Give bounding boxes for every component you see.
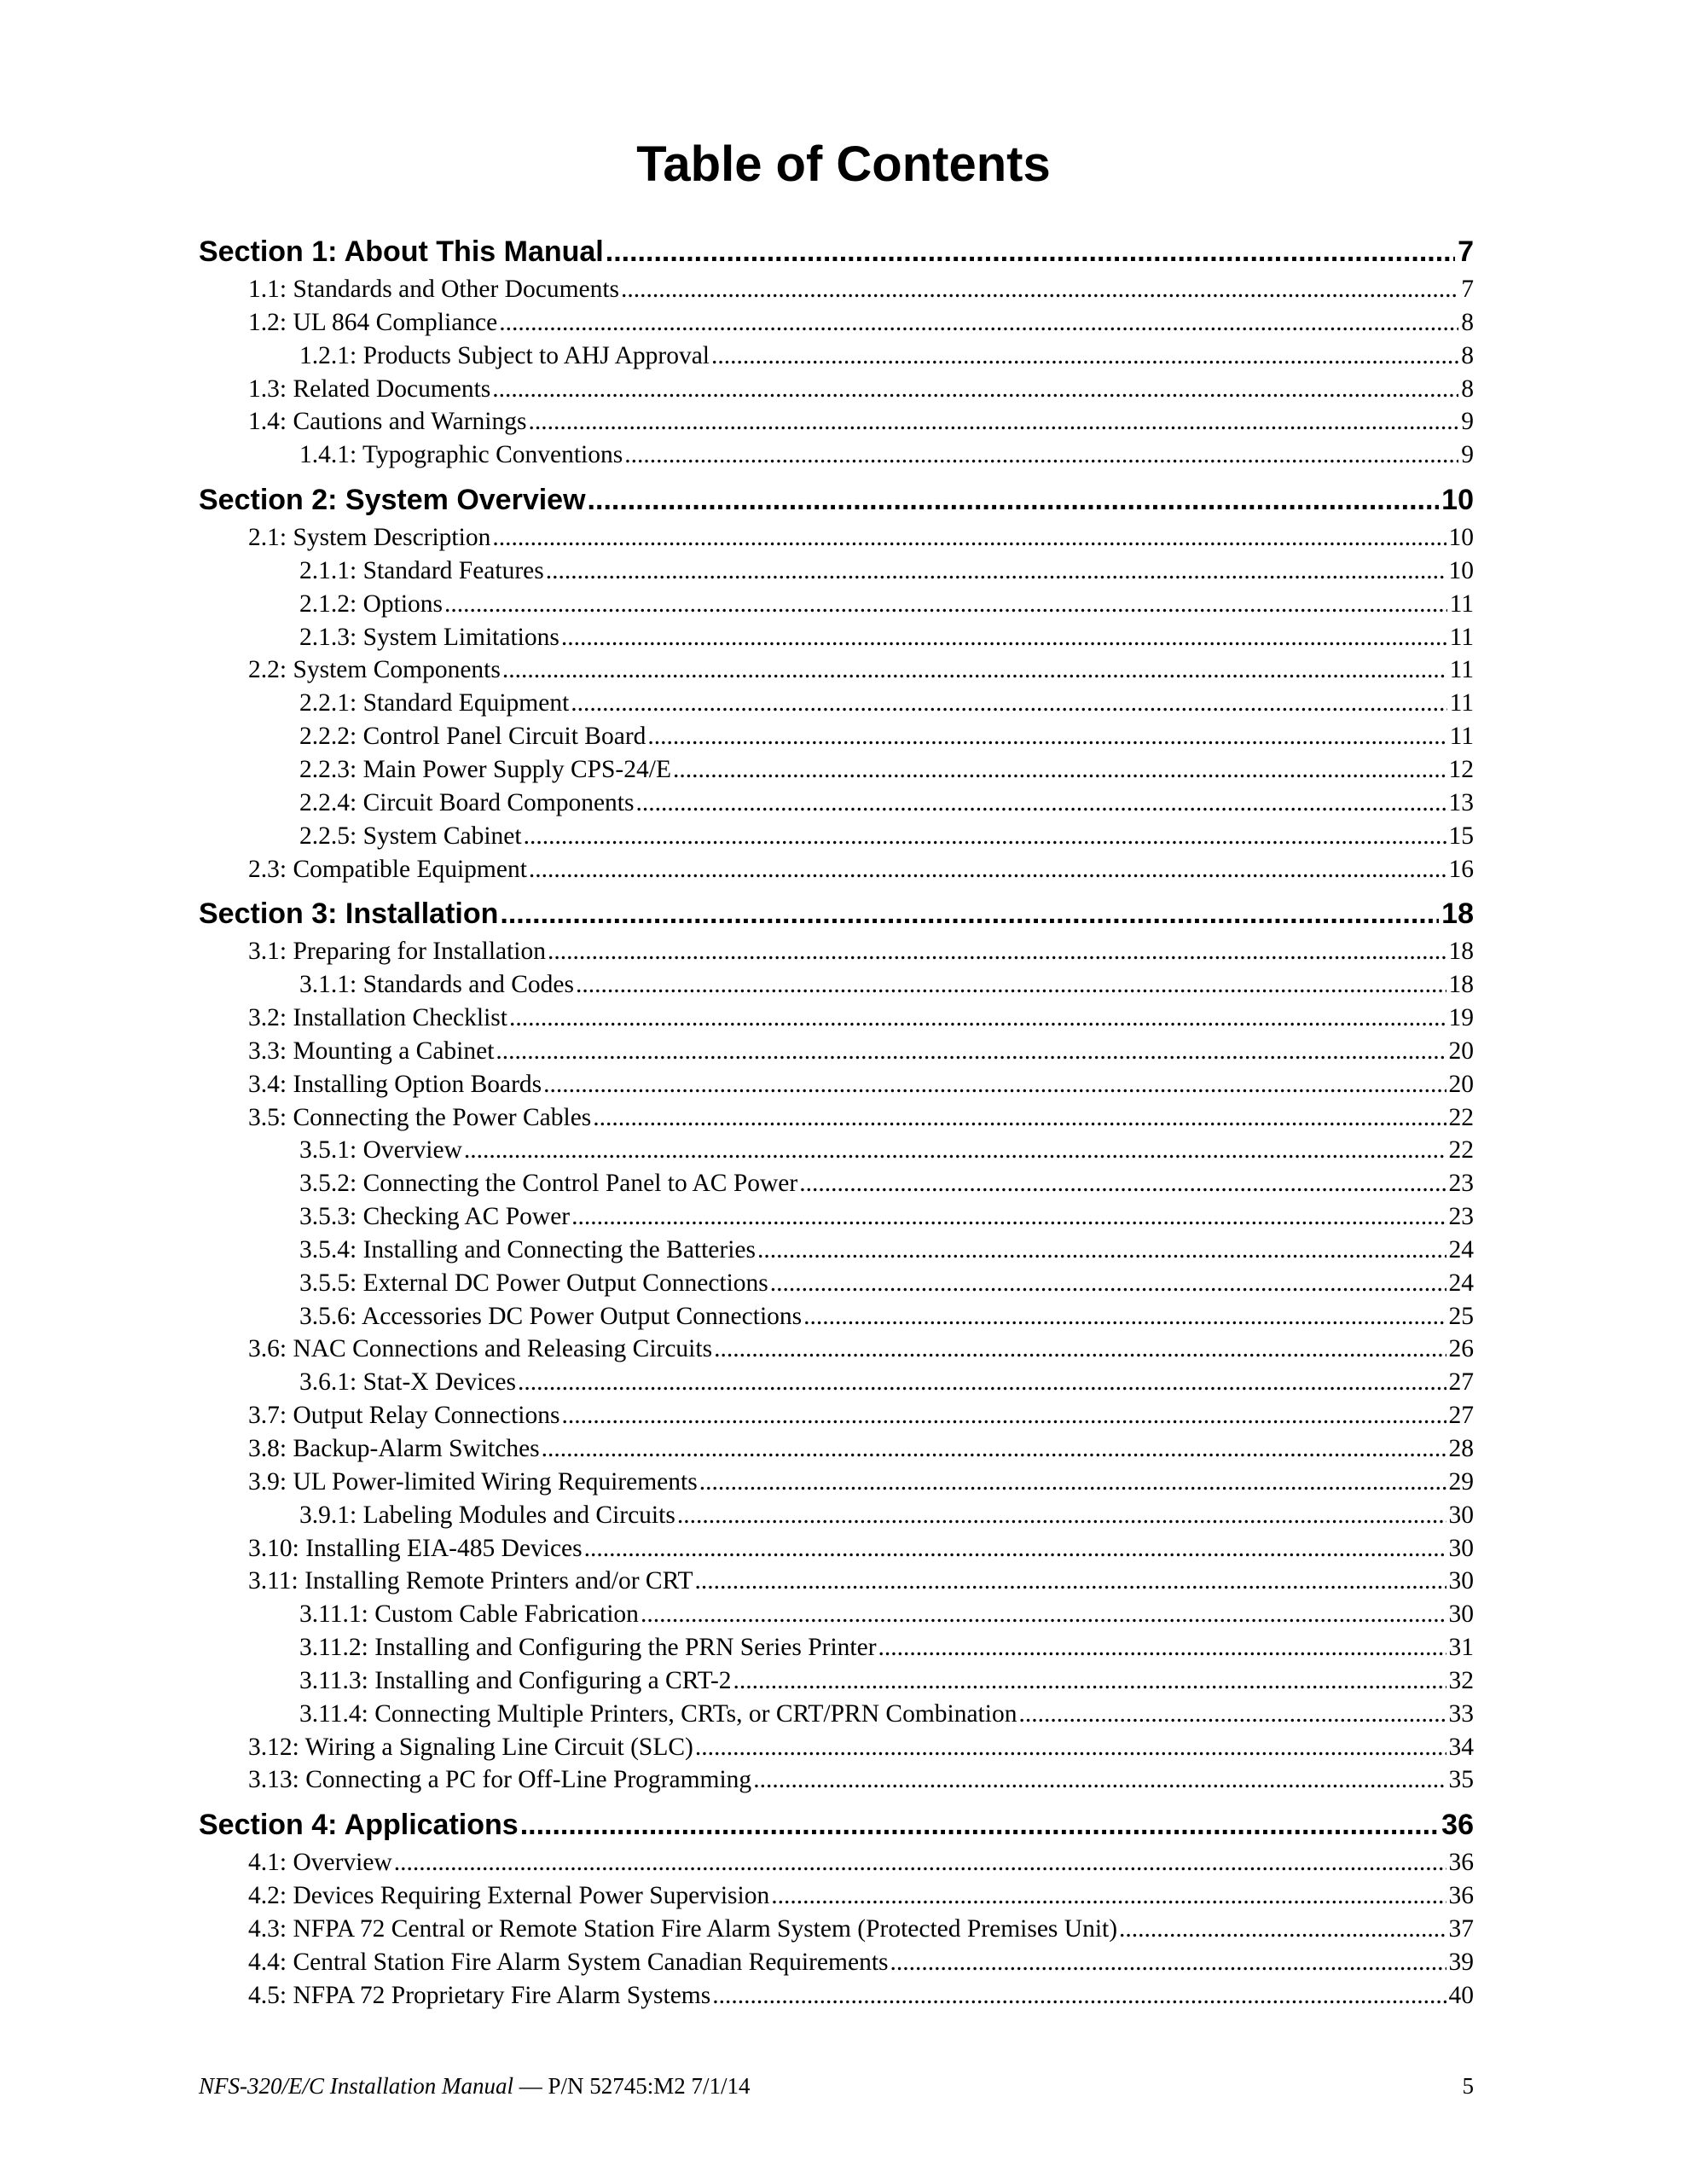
dot-leader xyxy=(1018,1698,1446,1725)
toc-entry-label: 3.7: Output Relay Connections xyxy=(248,1402,560,1430)
toc-subsubsection-entry[interactable] xyxy=(199,1300,1474,1333)
toc-subsection-entry[interactable] xyxy=(199,1763,1474,1797)
toc-entry-label: 3.1.1: Standards and Codes xyxy=(299,971,575,999)
toc-entry-page: 16 xyxy=(1448,855,1474,883)
toc-entry-page: 8 xyxy=(1461,308,1474,336)
toc-entry-page: 37 xyxy=(1448,1914,1474,1943)
toc-entry-page: 22 xyxy=(1448,1136,1474,1165)
toc-entry-label: 2.2.2: Control Panel Circuit Board xyxy=(299,723,646,751)
toc-subsection-entry[interactable] xyxy=(199,935,1474,968)
toc-entry-page: 32 xyxy=(1448,1666,1474,1694)
dot-leader xyxy=(878,1631,1446,1658)
toc-entry-page: 10 xyxy=(1448,524,1474,552)
toc-subsection-entry[interactable] xyxy=(199,1846,1474,1879)
dot-leader xyxy=(518,1366,1446,1393)
dot-leader xyxy=(529,853,1446,880)
toc-section-label: Section 4: Applications xyxy=(199,1809,519,1842)
toc-subsubsection-entry[interactable] xyxy=(199,1200,1474,1234)
toc-entry-page: 35 xyxy=(1448,1766,1474,1794)
toc-entry-label: 3.13: Connecting a PC for Off-Line Programming xyxy=(248,1766,752,1794)
toc-entry-label: 4.5: NFPA 72 Proprietary Fire Alarm Systems xyxy=(248,1981,711,2009)
dot-leader xyxy=(695,1565,1446,1592)
dot-leader xyxy=(890,1946,1446,1973)
toc-subsubsection-entry[interactable] xyxy=(199,753,1474,787)
toc-entry-label: 3.5.5: External DC Power Output Connections xyxy=(299,1269,768,1297)
toc-entry-label: 1.3: Related Documents xyxy=(248,375,491,403)
dot-leader xyxy=(624,439,1458,466)
toc-subsection-entry[interactable] xyxy=(199,405,1474,439)
toc-section-page: 10 xyxy=(1441,484,1474,517)
toc-entry-page: 36 xyxy=(1448,1882,1474,1910)
toc-subsection-entry[interactable] xyxy=(199,1333,1474,1366)
toc-section-heading[interactable] xyxy=(199,892,1474,935)
toc-entry-page: 11 xyxy=(1449,590,1474,618)
toc-entry-page: 28 xyxy=(1448,1435,1474,1462)
dot-leader xyxy=(593,1101,1446,1129)
toc-section-label: Section 1: About This Manual xyxy=(199,235,604,268)
toc-entry-page: 30 xyxy=(1448,1534,1474,1562)
footer-manual-title: NFS-320/E/C Installation Manual xyxy=(199,2073,513,2099)
toc-entry-page: 33 xyxy=(1448,1699,1474,1728)
toc-subsubsection-entry[interactable] xyxy=(199,1366,1474,1399)
page-footer xyxy=(199,2073,1474,2107)
toc-entry-label: 3.10: Installing EIA-485 Devices xyxy=(248,1534,583,1562)
toc-subsubsection-entry[interactable] xyxy=(199,720,1474,753)
toc-entry-label: 3.9.1: Labeling Modules and Circuits xyxy=(299,1501,675,1529)
toc-subsubsection-entry[interactable] xyxy=(199,340,1474,373)
toc-entry-page: 23 xyxy=(1448,1203,1474,1231)
dot-leader xyxy=(542,1432,1446,1460)
toc-subsection-entry[interactable] xyxy=(199,1731,1474,1764)
toc-entry-label: 3.5.2: Connecting the Control Panel to AC Power xyxy=(299,1170,798,1198)
toc-section-page: 7 xyxy=(1458,235,1474,268)
dot-leader xyxy=(803,1300,1446,1327)
toc-entry-page: 11 xyxy=(1449,723,1474,751)
dot-leader xyxy=(1119,1913,1446,1940)
dot-leader xyxy=(492,373,1458,400)
dot-leader xyxy=(500,892,1439,924)
toc-subsubsection-entry[interactable] xyxy=(199,1631,1474,1664)
footer-page-number: 5 xyxy=(1462,2073,1474,2099)
toc-entry-label: 2.2: System Components xyxy=(248,656,501,684)
toc-entry-label: 3.2: Installation Checklist xyxy=(248,1004,507,1032)
dot-leader xyxy=(677,1499,1446,1526)
dot-leader xyxy=(733,1664,1446,1692)
toc-subsection-entry[interactable] xyxy=(199,1002,1474,1035)
toc-section-page: 36 xyxy=(1441,1809,1474,1842)
toc-subsection-entry[interactable] xyxy=(199,1913,1474,1946)
toc-entry-page: 11 xyxy=(1449,689,1474,717)
toc-entry-page: 39 xyxy=(1448,1948,1474,1976)
toc-subsubsection-entry[interactable] xyxy=(199,787,1474,820)
toc-subsection-entry[interactable] xyxy=(199,1068,1474,1101)
toc-subsubsection-entry[interactable] xyxy=(199,1598,1474,1631)
dot-leader xyxy=(714,1333,1446,1360)
toc-subsection-entry[interactable] xyxy=(199,1532,1474,1565)
dot-leader xyxy=(695,1731,1446,1758)
footer-part-number: — P/N 52745:M2 7/1/14 xyxy=(513,2073,751,2099)
toc-entry-label: 3.1: Preparing for Installation xyxy=(248,938,547,966)
toc-entry-label: 2.1.2: Options xyxy=(299,590,443,618)
toc-subsection-entry[interactable] xyxy=(199,1979,1474,2013)
toc-entry-label: 3.3: Mounting a Cabinet xyxy=(248,1037,495,1065)
toc-entry-page: 31 xyxy=(1448,1634,1474,1662)
dot-leader xyxy=(444,588,1447,615)
toc-entry-label: 3.12: Wiring a Signaling Line Circuit (SLC) xyxy=(248,1733,693,1761)
toc-subsubsection-entry[interactable] xyxy=(199,820,1474,853)
dot-leader xyxy=(576,968,1446,996)
toc-subsubsection-entry[interactable] xyxy=(199,687,1474,720)
toc-entry-page: 25 xyxy=(1448,1302,1474,1330)
footer-manual-info xyxy=(199,2073,751,2100)
toc-entry-page: 13 xyxy=(1448,788,1474,816)
dot-leader xyxy=(636,787,1446,814)
toc-subsection-entry[interactable] xyxy=(199,521,1474,555)
toc-entry-page: 12 xyxy=(1448,755,1474,783)
toc-entry-label: 3.11.4: Connecting Multiple Printers, CRTs, or CRT/PRN Combination xyxy=(299,1699,1017,1728)
toc-entry-label: 2.1.1: Standard Features xyxy=(299,556,544,584)
toc-entry-label: 3.9: UL Power-limited Wiring Requirements xyxy=(248,1467,698,1496)
dot-leader xyxy=(621,273,1458,300)
toc-entry-label: 4.3: NFPA 72 Central or Remote Station Fire Alarm System (Protected Premises Unit) xyxy=(248,1914,1118,1943)
toc-subsubsection-entry[interactable] xyxy=(199,439,1474,472)
toc-entry-page: 18 xyxy=(1448,971,1474,999)
toc-subsubsection-entry[interactable] xyxy=(199,1234,1474,1267)
toc-entry-label: 2.2.3: Main Power Supply CPS-24/E xyxy=(299,755,671,783)
dot-leader xyxy=(394,1846,1446,1873)
toc-entry-label: 3.5.6: Accessories DC Power Output Connections xyxy=(299,1302,803,1330)
dot-leader xyxy=(543,1068,1446,1095)
dot-leader xyxy=(606,230,1455,262)
toc-entry-page: 24 xyxy=(1448,1235,1474,1263)
table-of-contents xyxy=(199,230,1474,2013)
dot-leader xyxy=(509,1002,1446,1029)
dot-leader xyxy=(464,1134,1446,1161)
toc-subsubsection-entry[interactable] xyxy=(199,621,1474,654)
dot-leader xyxy=(771,1879,1446,1907)
toc-entry-label: 3.5.1: Overview xyxy=(299,1136,462,1165)
toc-section-label: Section 2: System Overview xyxy=(199,484,586,517)
toc-subsection-entry[interactable] xyxy=(199,1565,1474,1598)
toc-section-heading[interactable] xyxy=(199,230,1474,273)
toc-subsection-entry[interactable] xyxy=(199,1399,1474,1432)
toc-entry-label: 1.2: UL 864 Compliance xyxy=(248,308,498,336)
toc-entry-label: 2.2.4: Circuit Board Components xyxy=(299,788,635,816)
dot-leader xyxy=(584,1532,1446,1560)
toc-entry-label: 3.4: Installing Option Boards xyxy=(248,1070,542,1098)
dot-leader xyxy=(673,753,1446,781)
toc-subsubsection-entry[interactable] xyxy=(199,555,1474,588)
toc-entry-label: 4.1: Overview xyxy=(248,1849,392,1877)
toc-entry-label: 3.11.1: Custom Cable Fabrication xyxy=(299,1600,639,1629)
dot-leader xyxy=(571,687,1446,714)
toc-subsubsection-entry[interactable] xyxy=(199,1134,1474,1167)
toc-subsection-entry[interactable] xyxy=(199,373,1474,406)
toc-entry-label: 3.6: NAC Connections and Releasing Circuits xyxy=(248,1335,713,1363)
toc-entry-page: 15 xyxy=(1448,822,1474,850)
toc-section-heading[interactable] xyxy=(199,1804,1474,1846)
toc-section-heading[interactable] xyxy=(199,479,1474,521)
toc-subsection-entry[interactable] xyxy=(199,306,1474,340)
toc-entry-label: 3.11: Installing Remote Printers and/or CRT xyxy=(248,1567,693,1595)
toc-entry-label: 2.1.3: System Limitations xyxy=(299,623,559,651)
toc-entry-page: 11 xyxy=(1449,656,1474,684)
toc-section-label: Section 3: Installation xyxy=(199,897,499,931)
toc-entry-label: 3.11.2: Installing and Configuring the PRN Series Printer xyxy=(299,1634,877,1662)
toc-entry-page: 36 xyxy=(1448,1849,1474,1877)
dot-leader xyxy=(528,405,1458,433)
dot-leader xyxy=(588,479,1440,510)
dot-leader xyxy=(799,1167,1446,1194)
toc-entry-page: 34 xyxy=(1448,1733,1474,1761)
dot-leader xyxy=(496,1035,1446,1062)
toc-entry-page: 40 xyxy=(1448,1981,1474,2009)
toc-entry-label: 2.2.1: Standard Equipment xyxy=(299,689,570,717)
toc-entry-label: 4.4: Central Station Fire Alarm System Canadian Requirements xyxy=(248,1948,889,1976)
dot-leader xyxy=(699,1466,1446,1493)
toc-entry-page: 7 xyxy=(1461,276,1474,303)
toc-subsection-entry[interactable] xyxy=(199,1946,1474,1979)
dot-leader xyxy=(548,935,1446,962)
toc-entry-page: 30 xyxy=(1448,1600,1474,1629)
toc-subsection-entry[interactable] xyxy=(199,1466,1474,1499)
toc-entry-page: 18 xyxy=(1448,938,1474,966)
toc-entry-page: 22 xyxy=(1448,1103,1474,1131)
toc-entry-label: 2.2.5: System Cabinet xyxy=(299,822,522,850)
page-title: Table of Contents xyxy=(636,136,1051,192)
dot-leader xyxy=(647,720,1446,747)
dot-leader xyxy=(520,1804,1439,1835)
dot-leader xyxy=(561,621,1447,648)
toc-subsection-entry[interactable] xyxy=(199,1879,1474,1913)
dot-leader xyxy=(502,653,1447,681)
dot-leader xyxy=(561,1399,1446,1426)
toc-entry-page: 27 xyxy=(1448,1368,1474,1397)
toc-entry-page: 30 xyxy=(1448,1501,1474,1529)
toc-entry-label: 1.4: Cautions and Warnings xyxy=(248,408,527,436)
dot-leader xyxy=(546,555,1446,582)
toc-subsection-entry[interactable] xyxy=(199,853,1474,886)
toc-entry-page: 19 xyxy=(1448,1004,1474,1032)
toc-subsubsection-entry[interactable] xyxy=(199,1167,1474,1200)
toc-entry-page: 24 xyxy=(1448,1269,1474,1297)
dot-leader xyxy=(712,1979,1446,2007)
toc-entry-page: 30 xyxy=(1448,1567,1474,1595)
toc-subsubsection-entry[interactable] xyxy=(199,968,1474,1002)
dot-leader xyxy=(753,1763,1446,1791)
dot-leader xyxy=(499,306,1458,334)
toc-section-page: 18 xyxy=(1441,897,1474,931)
toc-subsubsection-entry[interactable] xyxy=(199,1698,1474,1731)
toc-subsubsection-entry[interactable] xyxy=(199,588,1474,621)
toc-entry-page: 9 xyxy=(1461,441,1474,469)
dot-leader xyxy=(757,1234,1446,1261)
toc-entry-page: 27 xyxy=(1448,1402,1474,1430)
toc-entry-label: 3.5.4: Installing and Connecting the Batteries xyxy=(299,1235,756,1263)
toc-subsection-entry[interactable] xyxy=(199,273,1474,306)
toc-entry-label: 4.2: Devices Requiring External Power Supervision xyxy=(248,1882,770,1910)
toc-entry-page: 20 xyxy=(1448,1037,1474,1065)
toc-entry-label: 3.5: Connecting the Power Cables xyxy=(248,1103,592,1131)
toc-entry-page: 10 xyxy=(1448,556,1474,584)
toc-entry-page: 29 xyxy=(1448,1467,1474,1496)
toc-subsubsection-entry[interactable] xyxy=(199,1664,1474,1698)
toc-entry-label: 1.1: Standards and Other Documents xyxy=(248,276,620,303)
toc-entry-page: 26 xyxy=(1448,1335,1474,1363)
toc-subsection-entry[interactable] xyxy=(199,653,1474,687)
toc-entry-label: 2.3: Compatible Equipment xyxy=(248,855,527,883)
toc-entry-label: 3.8: Backup-Alarm Switches xyxy=(248,1435,540,1462)
dot-leader xyxy=(492,521,1446,549)
toc-subsection-entry[interactable] xyxy=(199,1035,1474,1068)
toc-subsubsection-entry[interactable] xyxy=(199,1499,1474,1532)
dot-leader xyxy=(571,1200,1446,1228)
toc-entry-label: 2.1: System Description xyxy=(248,524,491,552)
dot-leader xyxy=(770,1267,1446,1294)
toc-entry-page: 23 xyxy=(1448,1170,1474,1198)
toc-subsection-entry[interactable] xyxy=(199,1432,1474,1466)
toc-entry-label: 3.5.3: Checking AC Power xyxy=(299,1203,571,1231)
toc-entry-page: 20 xyxy=(1448,1070,1474,1098)
dot-leader xyxy=(711,340,1458,367)
toc-subsection-entry[interactable] xyxy=(199,1101,1474,1135)
toc-entry-page: 9 xyxy=(1461,408,1474,436)
toc-entry-label: 3.11.3: Installing and Configuring a CRT-2 xyxy=(299,1666,732,1694)
dot-leader xyxy=(524,820,1446,847)
toc-entry-label: 1.4.1: Typographic Conventions xyxy=(299,441,623,469)
toc-subsubsection-entry[interactable] xyxy=(199,1267,1474,1300)
toc-entry-page: 11 xyxy=(1449,623,1474,651)
toc-entry-page: 8 xyxy=(1461,341,1474,369)
dot-leader xyxy=(641,1598,1446,1625)
toc-entry-label: 1.2.1: Products Subject to AHJ Approval xyxy=(299,341,710,369)
toc-entry-label: 3.6.1: Stat-X Devices xyxy=(299,1368,516,1397)
toc-entry-page: 8 xyxy=(1461,375,1474,403)
